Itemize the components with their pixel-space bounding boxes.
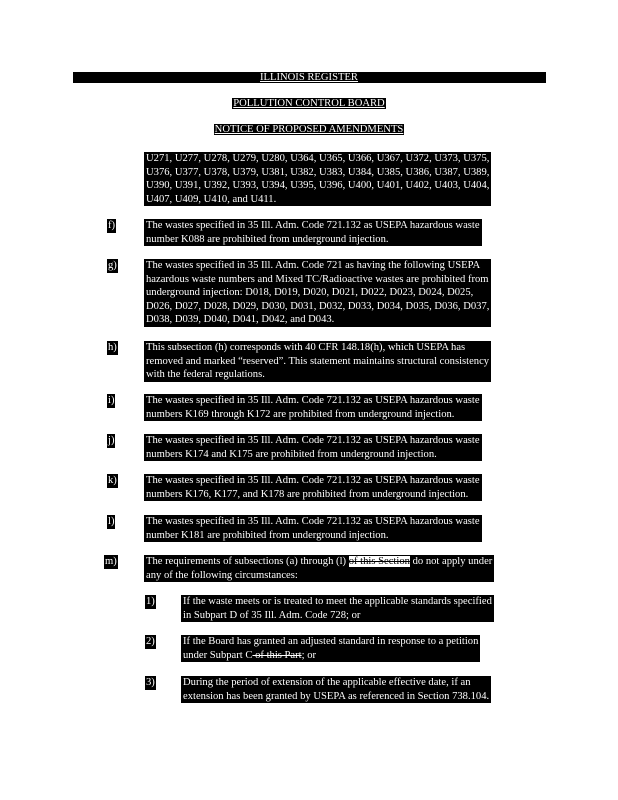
- text-line: D038, D039, D040, D041, D042, and D043.: [146, 314, 335, 325]
- text-line: underground injection: D018, D019, D020, D021, D022, D023, D024, D025,: [146, 287, 474, 298]
- section-k: [144, 474, 482, 501]
- subitem-2: [181, 635, 480, 662]
- text-line: numbers K176, K177, and K178 are prohibited from underground injection.: [146, 488, 469, 500]
- text-line: The wastes specified in 35 Ill. Adm. Code 721.132 as USEPA hazardous waste: [146, 516, 480, 527]
- text-line: The wastes specified in 35 Ill. Adm. Code 721.132 as USEPA hazardous waste: [146, 435, 480, 446]
- section-h: [144, 341, 491, 382]
- text-line: hazardous waste numbers and Mixed TC/Radioactive wastes are prohibited from: [146, 273, 489, 285]
- struck-text: of this Part: [252, 649, 302, 661]
- text-line: If the Board has granted an adjusted standard in response to a petition: [183, 636, 479, 647]
- text-line: under Subpart C of this Part; or: [183, 649, 317, 661]
- text-line: in Subpart D of 35 Ill. Adm. Code 728; or: [183, 609, 361, 621]
- text-line: The wastes specified in 35 Ill. Adm. Code 721.132 as USEPA hazardous waste: [146, 220, 480, 231]
- text-line: any of the following circumstances:: [146, 569, 298, 581]
- section-j: [144, 434, 482, 461]
- text-line: extension has been granted by USEPA as referenced in Section 738.104.: [183, 690, 490, 702]
- register-title: ILLINOIS REGISTER: [260, 72, 358, 83]
- struck-text: of this Section: [348, 556, 410, 567]
- text-line: numbers K174 and K175 are prohibited from underground injection.: [146, 448, 437, 460]
- section-l: [144, 515, 482, 542]
- text-line: number K088 are prohibited from underground injection.: [146, 233, 389, 245]
- subitem-3: [181, 676, 491, 703]
- section-label-k: k): [108, 475, 117, 486]
- text-line: The wastes specified in 35 Ill. Adm. Code 721.132 as USEPA hazardous waste: [146, 395, 480, 406]
- text-line: U376, U377, U378, U379, U381, U382, U383, U384, U385, U386, U387, U389,: [146, 166, 490, 178]
- text-line: During the period of extension of the applicable effective date, if an: [183, 677, 471, 688]
- text-line: This subsection (h) corresponds with 40 CFR 148.18(h), which USEPA has: [146, 342, 466, 353]
- subitem-label-3: 3): [146, 677, 155, 688]
- text-line: U271, U277, U278, U279, U280, U364, U365, U366, U367, U372, U373, U375,: [146, 153, 490, 164]
- text-line: The requirements of subsections (a) through (l) of this Section do not apply under: [146, 556, 493, 567]
- text-line: number K181 are prohibited from underground injection.: [146, 529, 389, 541]
- text-line: The wastes specified in 35 Ill. Adm. Code 721 as having the following USEPA: [146, 260, 481, 271]
- section-label-h: h): [108, 342, 117, 353]
- section-label-m: m): [105, 556, 117, 567]
- section-label-g: g): [108, 260, 117, 271]
- continuation-block: [144, 152, 491, 206]
- section-i: [144, 394, 482, 421]
- text-line: U390, U391, U392, U393, U394, U395, U396, U400, U401, U402, U403, U404,: [146, 180, 490, 191]
- notice-title: NOTICE OF PROPOSED AMENDMENTS: [214, 124, 404, 135]
- section-label-i: i): [108, 395, 115, 406]
- text-line: If the waste meets or is treated to meet the applicable standards specified: [183, 596, 492, 607]
- section-f: [144, 219, 482, 246]
- text-line: D026, D027, D028, D029, D030, D031, D032, D033, D034, D035, D036, D037,: [146, 300, 490, 312]
- subitem-label-1: 1): [146, 596, 155, 607]
- subitem-1: [181, 595, 494, 622]
- section-g: [144, 259, 491, 327]
- section-label-j: j): [108, 435, 115, 446]
- text-line: U407, U409, U410, and U411.: [146, 193, 277, 205]
- section-m: [144, 555, 494, 582]
- subitem-label-2: 2): [146, 636, 155, 647]
- text-line: The wastes specified in 35 Ill. Adm. Code 721.132 as USEPA hazardous waste: [146, 475, 480, 486]
- text-line: with the federal regulations.: [146, 369, 265, 380]
- text-line: numbers K169 through K172 are prohibited from underground injection.: [146, 408, 455, 420]
- board-title: POLLUTION CONTROL BOARD: [233, 98, 385, 109]
- section-label-l: l): [108, 516, 115, 527]
- text-line: removed and marked “reserved”. This statement maintains structural consistency: [146, 355, 490, 367]
- section-label-f: f): [108, 220, 116, 231]
